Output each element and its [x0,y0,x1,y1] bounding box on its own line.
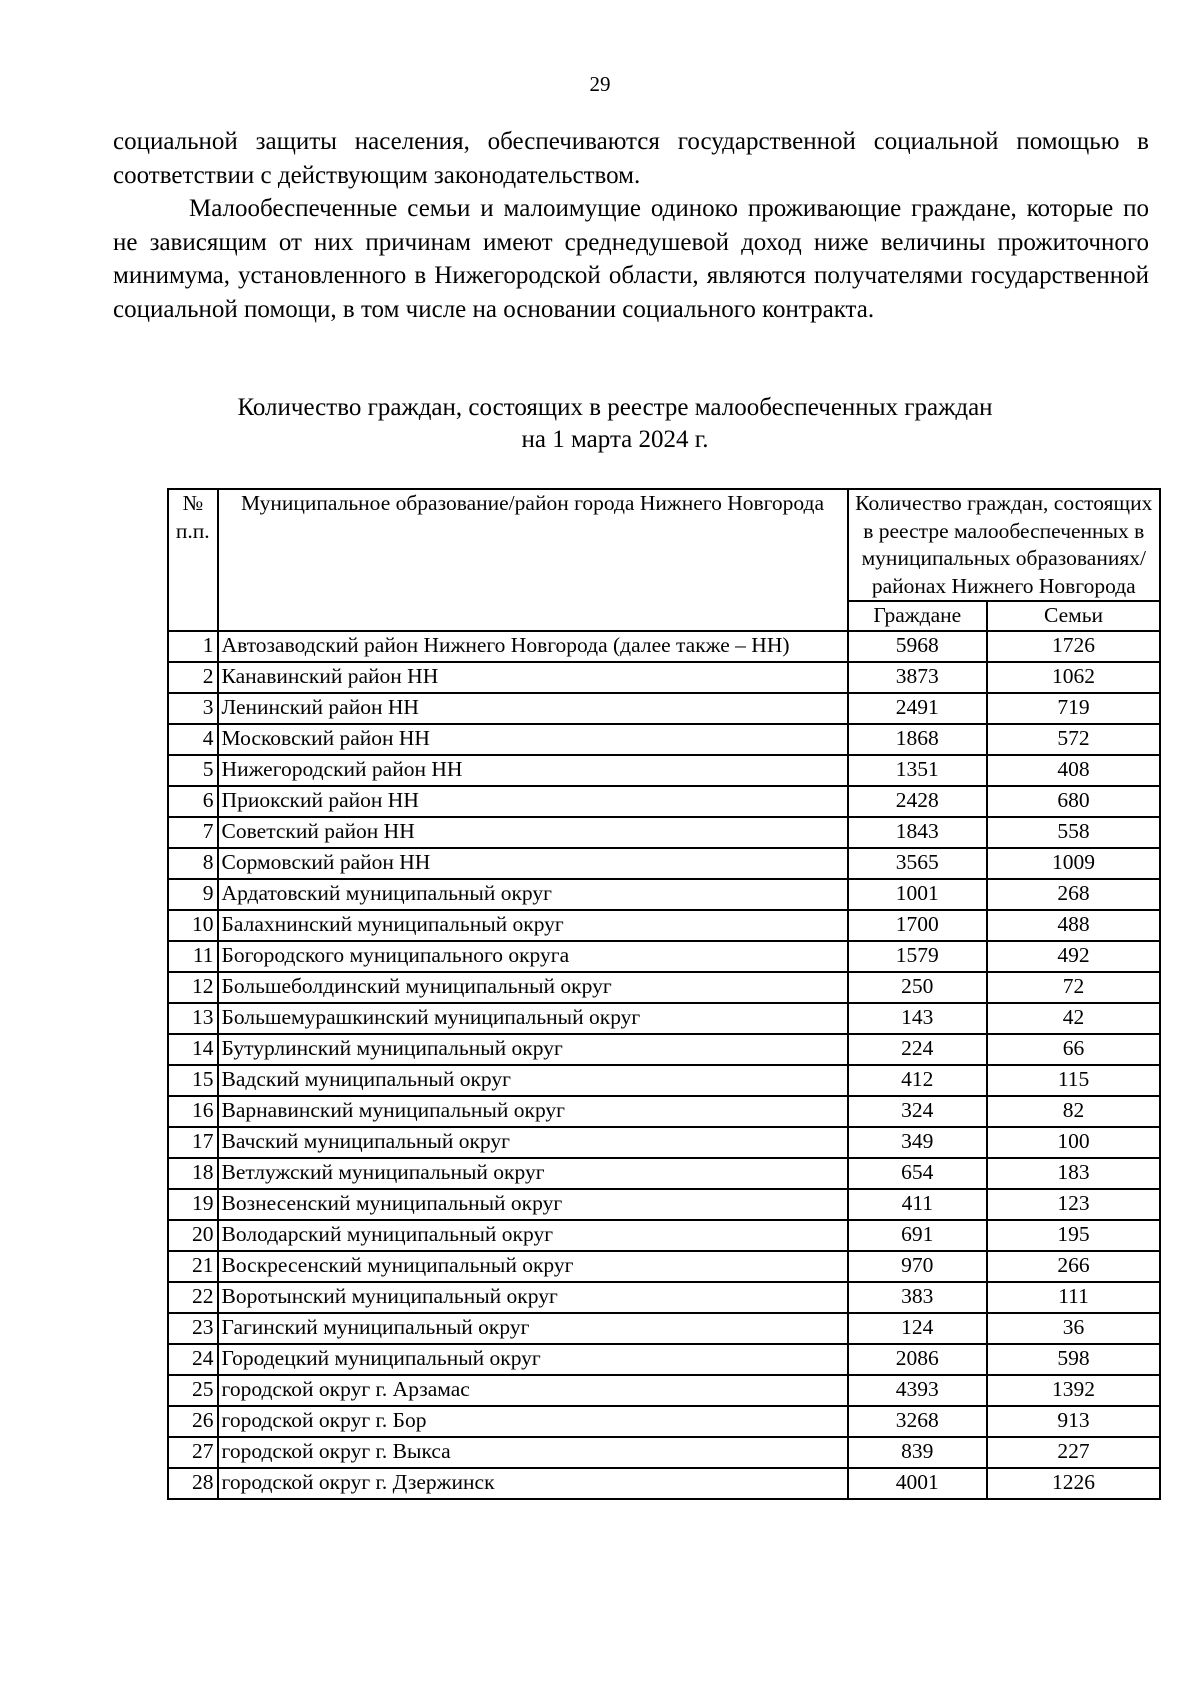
table-row [168,724,1160,755]
row-municipality: Городецкий муниципальный округ [218,1344,848,1375]
table-row [168,1344,1160,1375]
row-municipality: городской округ г. Арзамас [218,1375,848,1406]
row-municipality: городской округ г. Дзержинск [218,1468,848,1499]
row-citizens: 1843 [848,817,988,848]
row-citizens: 250 [848,972,988,1003]
row-number: 28 [168,1468,218,1499]
row-families: 123 [987,1189,1160,1220]
row-citizens: 411 [848,1189,988,1220]
row-families: 488 [987,910,1160,941]
row-municipality: Воскресенский муниципальный округ [218,1251,848,1282]
row-number: 3 [168,693,218,724]
row-citizens: 349 [848,1127,988,1158]
row-families: 100 [987,1127,1160,1158]
row-number: 23 [168,1313,218,1344]
row-families: 1062 [987,662,1160,693]
page-number: 29 [589,72,611,96]
row-municipality: Ветлужский муниципальный округ [218,1158,848,1189]
row-citizens: 3873 [848,662,988,693]
row-municipality: Советский район НН [218,817,848,848]
row-number: 6 [168,786,218,817]
table-title [150,392,1080,456]
row-citizens: 2491 [848,693,988,724]
row-number: 27 [168,1437,218,1468]
body-text [113,125,1149,326]
row-families: 111 [987,1282,1160,1313]
row-citizens: 383 [848,1282,988,1313]
row-families: 183 [987,1158,1160,1189]
row-citizens: 5968 [848,631,988,662]
row-citizens: 412 [848,1065,988,1096]
row-families: 408 [987,755,1160,786]
row-municipality: Вознесенский муниципальный округ [218,1189,848,1220]
table-row [168,1220,1160,1251]
row-municipality: Варнавинский муниципальный округ [218,1096,848,1127]
row-families: 195 [987,1220,1160,1251]
row-municipality: Вадский муниципальный округ [218,1065,848,1096]
table-row [168,1158,1160,1189]
row-citizens: 143 [848,1003,988,1034]
row-families: 598 [987,1344,1160,1375]
row-number: 20 [168,1220,218,1251]
table-row [168,972,1160,1003]
row-citizens: 691 [848,1220,988,1251]
table-row [168,1003,1160,1034]
row-citizens: 2086 [848,1344,988,1375]
row-families: 913 [987,1406,1160,1437]
row-citizens: 4393 [848,1375,988,1406]
table-row [168,1282,1160,1313]
row-number: 9 [168,879,218,910]
row-citizens: 1001 [848,879,988,910]
row-municipality: Большеболдинский муниципальный округ [218,972,848,1003]
table-row [168,631,1160,662]
row-municipality: Большемурашкинский муниципальный округ [218,1003,848,1034]
table-row [168,786,1160,817]
table-row [168,662,1160,693]
row-number: 5 [168,755,218,786]
row-citizens: 224 [848,1034,988,1065]
row-municipality: Нижегородский район НН [218,755,848,786]
row-families: 115 [987,1065,1160,1096]
row-citizens: 1351 [848,755,988,786]
row-municipality: Богородского муниципального округа [218,941,848,972]
table-row [168,693,1160,724]
table-row [168,755,1160,786]
row-families: 1009 [987,848,1160,879]
row-municipality: Ленинский район НН [218,693,848,724]
paragraph-low-income: Малообеспеченные семьи и малоимущие одиноко проживающие граждане, которые по не зависящим от них причинам имеют среднедушевой доход ниже величины прожиточного минимума, установленного в Нижегородской области, являются получателями государственной социальной помощи, в том числе на основании социального контракта. [113,195,1149,323]
row-municipality: Канавинский район НН [218,662,848,693]
table-row [168,1437,1160,1468]
row-families: 266 [987,1251,1160,1282]
row-number: 4 [168,724,218,755]
row-citizens: 324 [848,1096,988,1127]
row-number: 1 [168,631,218,662]
table-row [168,941,1160,972]
row-number: 18 [168,1158,218,1189]
row-citizens: 970 [848,1251,988,1282]
header-families: Семьи [987,601,1160,631]
row-number: 11 [168,941,218,972]
row-families: 1392 [987,1375,1160,1406]
table-row [168,1034,1160,1065]
row-number: 2 [168,662,218,693]
table-row [168,1189,1160,1220]
row-municipality: Московский район НН [218,724,848,755]
row-families: 492 [987,941,1160,972]
table-row [168,817,1160,848]
row-families: 1726 [987,631,1160,662]
header-count-group: Количество граждан, состоящих в реестре малообеспеченных в муниципальных образованиях/районах Нижнего Новгорода [848,489,1160,601]
row-number: 26 [168,1406,218,1437]
row-citizens: 1868 [848,724,988,755]
table-row [168,1375,1160,1406]
header-number: № п.п. [168,489,218,631]
row-number: 14 [168,1034,218,1065]
paragraph-continuation: социальной защиты населения, обеспечиваются государственной социальной помощью в соответствии с действующим законодательством. [113,128,1149,189]
row-families: 36 [987,1313,1160,1344]
row-citizens: 1579 [848,941,988,972]
row-families: 268 [987,879,1160,910]
row-municipality: Ардатовский муниципальный округ [218,879,848,910]
row-number: 22 [168,1282,218,1313]
row-citizens: 2428 [848,786,988,817]
row-citizens: 124 [848,1313,988,1344]
row-number: 17 [168,1127,218,1158]
row-municipality: городской округ г. Выкса [218,1437,848,1468]
row-municipality: Автозаводский район Нижнего Новгорода (далее также – НН) [218,631,848,662]
row-number: 24 [168,1344,218,1375]
row-citizens: 654 [848,1158,988,1189]
table-row [168,1468,1160,1499]
table-title-line-2: на 1 марта 2024 г. [521,426,709,453]
row-number: 10 [168,910,218,941]
row-citizens: 3268 [848,1406,988,1437]
row-families: 66 [987,1034,1160,1065]
table-row [168,1065,1160,1096]
table-row [168,1251,1160,1282]
row-municipality: Балахнинский муниципальный округ [218,910,848,941]
row-families: 42 [987,1003,1160,1034]
row-municipality: Бутурлинский муниципальный округ [218,1034,848,1065]
row-citizens: 1700 [848,910,988,941]
table-row [168,910,1160,941]
row-citizens: 4001 [848,1468,988,1499]
row-municipality: Володарский муниципальный округ [218,1220,848,1251]
header-citizens: Граждане [848,601,988,631]
row-municipality: Гагинский муниципальный округ [218,1313,848,1344]
row-families: 72 [987,972,1160,1003]
table-row [168,1313,1160,1344]
row-municipality: Сормовский район НН [218,848,848,879]
row-families: 572 [987,724,1160,755]
table-row [168,848,1160,879]
registry-table [167,488,1161,1500]
header-municipality: Муниципальное образование/район города Нижнего Новгорода [218,489,848,631]
row-citizens: 3565 [848,848,988,879]
row-families: 227 [987,1437,1160,1468]
table-body [168,631,1160,1499]
table-title-line-1: Количество граждан, состоящих в реестре малообеспеченных граждан [237,394,993,421]
row-number: 16 [168,1096,218,1127]
row-families: 82 [987,1096,1160,1127]
row-municipality: городской округ г. Бор [218,1406,848,1437]
row-number: 12 [168,972,218,1003]
table-row [168,1096,1160,1127]
row-families: 558 [987,817,1160,848]
row-citizens: 839 [848,1437,988,1468]
row-families: 1226 [987,1468,1160,1499]
row-number: 8 [168,848,218,879]
row-municipality: Вачский муниципальный округ [218,1127,848,1158]
row-municipality: Приокский район НН [218,786,848,817]
row-number: 7 [168,817,218,848]
row-number: 13 [168,1003,218,1034]
row-municipality: Воротынский муниципальный округ [218,1282,848,1313]
table-row [168,1127,1160,1158]
row-number: 19 [168,1189,218,1220]
row-families: 680 [987,786,1160,817]
row-number: 25 [168,1375,218,1406]
row-number: 21 [168,1251,218,1282]
row-number: 15 [168,1065,218,1096]
table-header [168,489,1160,631]
row-families: 719 [987,693,1160,724]
table-row [168,1406,1160,1437]
table-row [168,879,1160,910]
